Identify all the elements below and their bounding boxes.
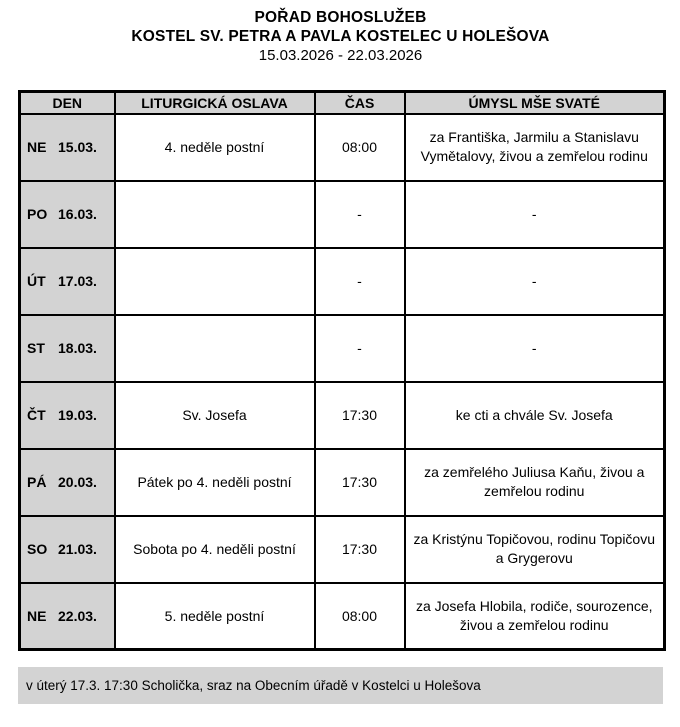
day-date: 18.03. [58,340,97,356]
intention-cell: za Františka, Jarmilu a Stanislavu Vymětalovy, živou a zemřelou rodinu [405,114,665,181]
time-cell: - [315,248,405,315]
document-title: POŘAD BOHOSLUŽEB [254,9,427,26]
table-row [20,516,665,583]
intention-cell: - [405,181,665,248]
day-cell [20,382,115,449]
schedule-table [18,90,666,651]
day-cell [20,583,115,650]
time-cell: 17:30 [315,516,405,583]
intention-cell: za Kristýnu Topičovou, rodinu Topičovu a Grygerovu [405,516,665,583]
day-date: 20.03. [58,474,97,490]
column-header-liturgicka-oslava: LITURGICKÁ OSLAVA [115,92,315,114]
time-cell: - [315,315,405,382]
time-cell: 08:00 [315,114,405,181]
day-abbreviation: NE [27,139,47,155]
intention-cell: - [405,248,665,315]
day-date: 15.03. [58,139,97,155]
day-date: 19.03. [58,407,97,423]
celebration-cell: Sobota po 4. neděli postní [115,516,315,583]
table-row [20,114,665,181]
day-abbreviation: SO [27,541,48,557]
celebration-cell [115,181,315,248]
day-cell [20,181,115,248]
celebration-cell: Pátek po 4. neděli postní [115,449,315,516]
day-abbreviation: PO [27,206,48,222]
day-date: 22.03. [58,607,97,624]
day-cell [20,114,115,181]
announcement-text: v úterý 17.3. 17:30 Scholička, sraz na Obecním úřadě v Kostelci u Holešova [26,678,481,693]
time-cell: 17:30 [315,382,405,449]
day-abbreviation: ČT [27,407,46,423]
time-cell: 17:30 [315,449,405,516]
day-abbreviation: ÚT [27,273,46,289]
table-row [20,315,665,382]
table-header-row [20,92,665,114]
day-date: 21.03. [58,541,97,557]
celebration-cell: Sv. Josefa [115,382,315,449]
celebration-cell: 4. neděle postní [115,114,315,181]
announcement-bar [18,667,663,704]
day-cell [20,248,115,315]
column-header-cas: ČAS [315,92,405,114]
table-row [20,382,665,449]
day-cell [20,449,115,516]
celebration-cell [115,315,315,382]
table-body [20,114,665,650]
church-name: KOSTEL SV. PETRA A PAVLA KOSTELEC U HOLEŠOVA [131,28,550,45]
day-cell [20,315,115,382]
day-cell [20,516,115,583]
time-cell: - [315,181,405,248]
table-row [20,248,665,315]
day-date: 17.03. [58,273,97,289]
intention-cell: ke cti a chvále Sv. Josefa [405,382,665,449]
column-header-umysl-mse-svate: ÚMYSL MŠE SVATÉ [405,92,665,114]
date-range: 15.03.2026 - 22.03.2026 [258,47,423,64]
celebration-cell [115,248,315,315]
intention-cell: - [405,315,665,382]
intention-cell: za zemřelého Juliusa Kaňu, živou a zemřelou rodinu [405,449,665,516]
day-abbreviation: ST [27,340,45,356]
time-cell: 08:00 [315,583,405,650]
day-date: 16.03. [58,206,97,222]
table-row [20,449,665,516]
document-header [18,8,663,65]
intention-cell: za Josefa Hlobila, rodiče, sourozence, živou a zemřelou rodinu [405,583,665,650]
column-header-den: DEN [20,92,115,114]
table-row [20,583,665,650]
day-abbreviation: PÁ [27,474,47,490]
celebration-cell: 5. neděle postní [115,583,315,650]
table-row [20,181,665,248]
day-abbreviation: NE [27,607,47,624]
